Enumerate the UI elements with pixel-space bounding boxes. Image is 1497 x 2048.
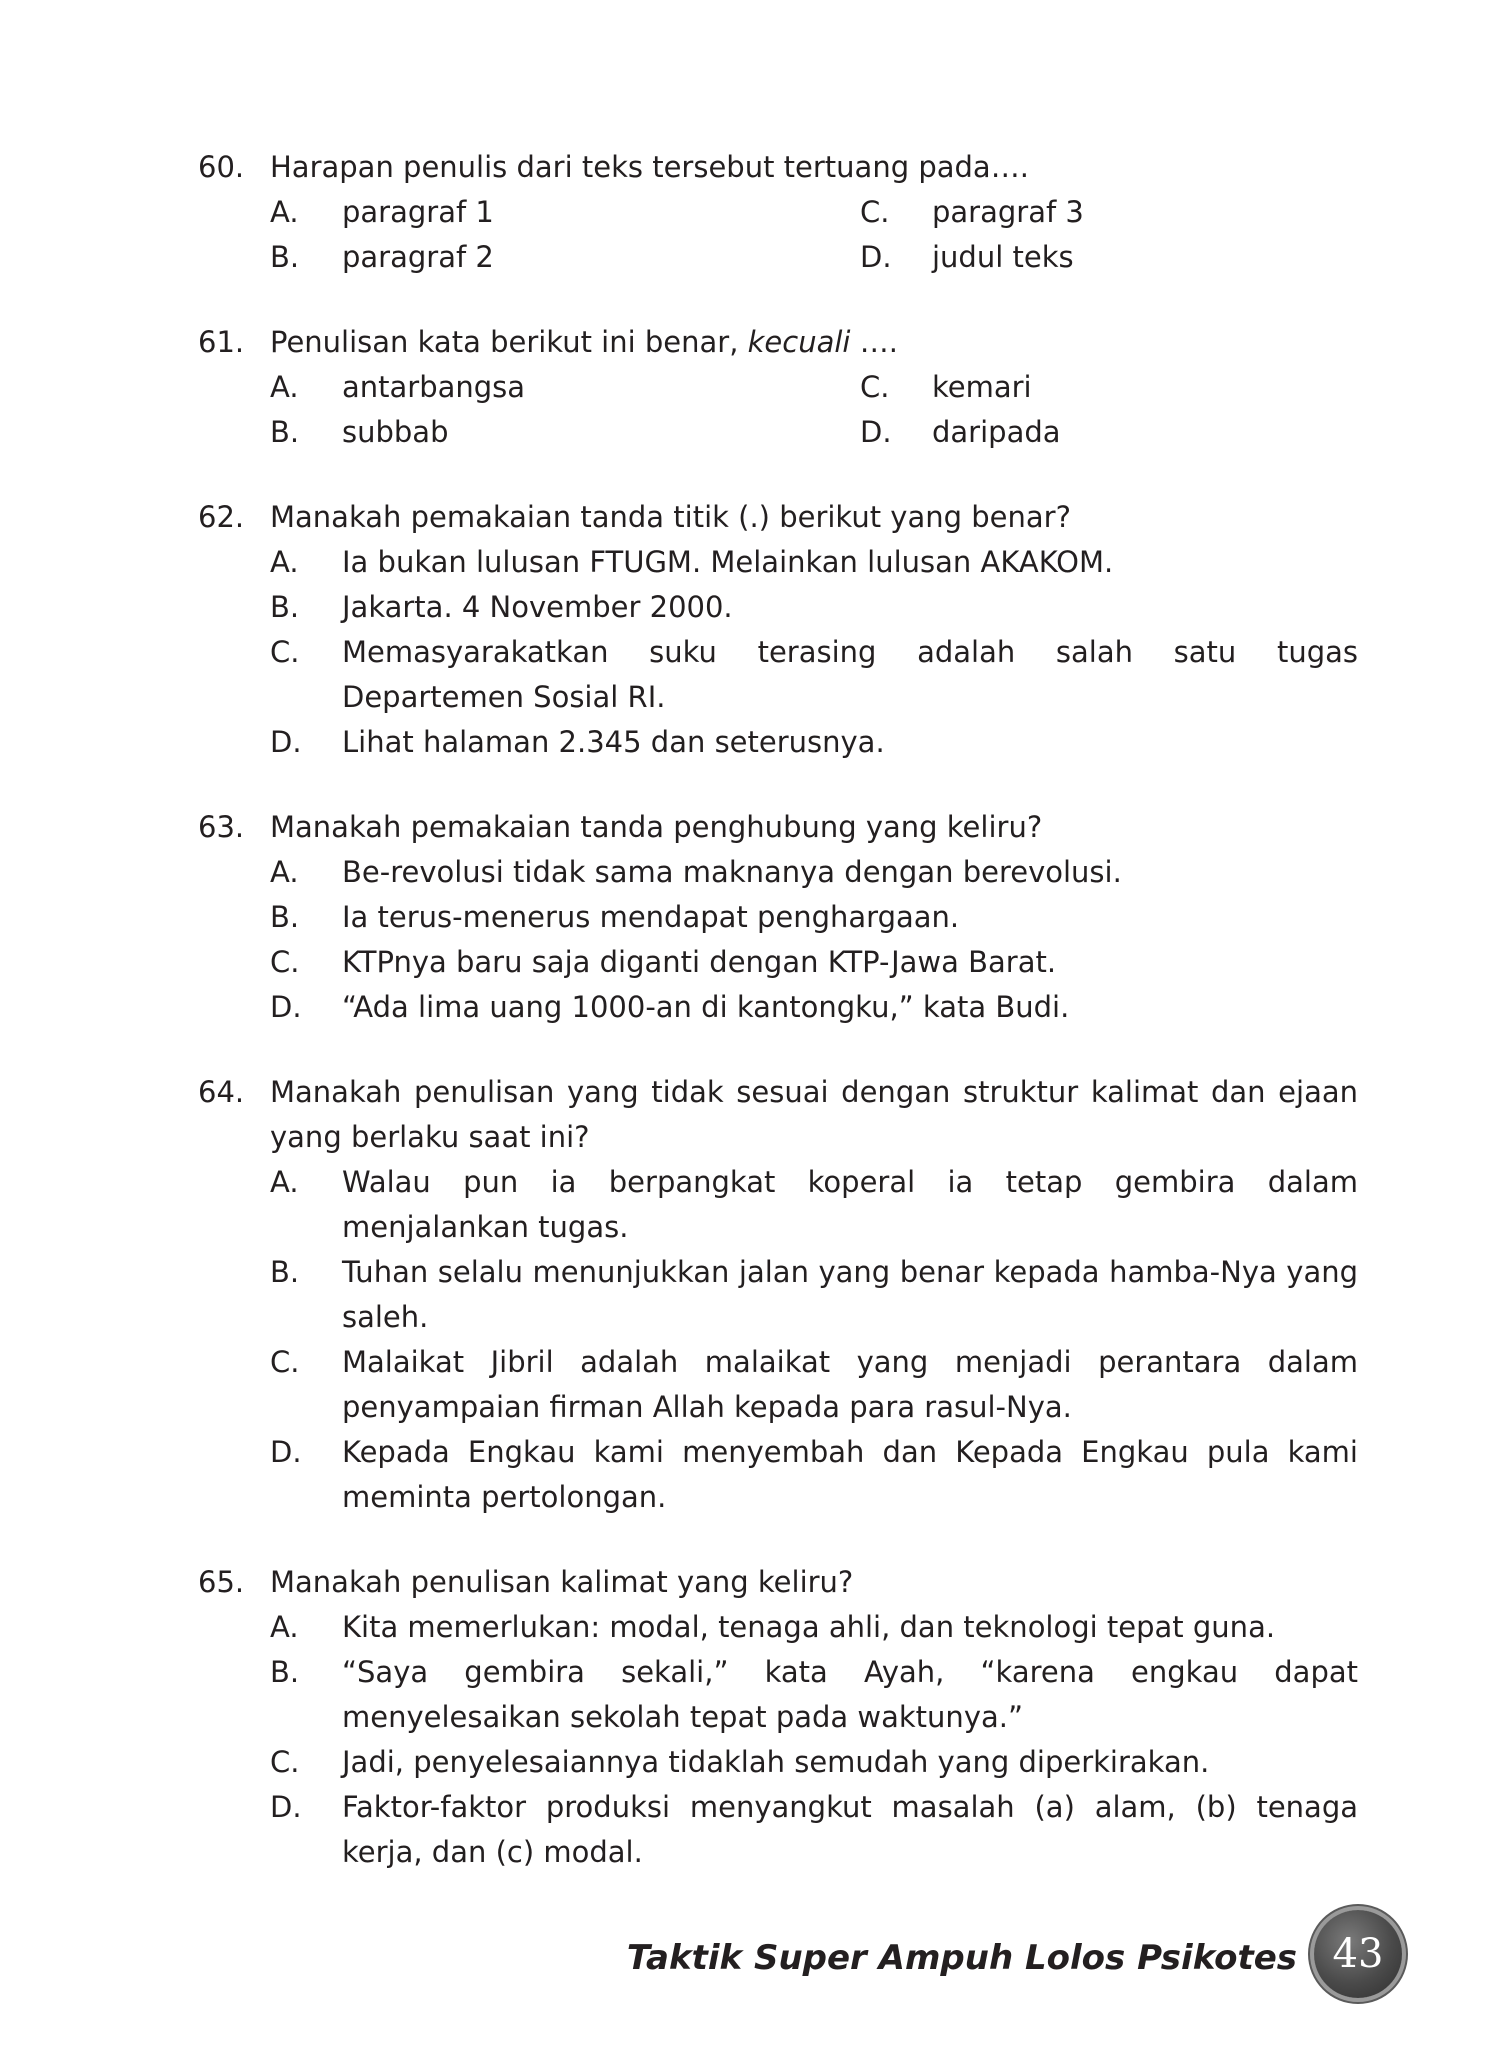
question-number: 61.	[198, 325, 245, 359]
question-text: Manakah penulisan kalimat yang keliru?	[270, 1565, 854, 1599]
question-text: Manakah penulisan yang tidak sesuai dengan struktur kalimat dan ejaan yang berlaku saat ini?	[270, 1075, 1358, 1154]
option-a	[270, 540, 1358, 585]
option-text: antarbangsa	[342, 370, 526, 404]
option-c	[860, 365, 1358, 410]
option-b	[270, 585, 1358, 630]
book-title: Taktik Super Ampuh Lolos Psikotes	[626, 1938, 1297, 1978]
option-text: paragraf 1	[342, 195, 494, 229]
question-text-main: Penulisan kata berikut ini benar,	[270, 325, 748, 359]
option-letter: B.	[270, 415, 300, 449]
question-65	[198, 1560, 1358, 1875]
option-letter: C.	[270, 1345, 300, 1379]
option-text: paragraf 3	[932, 195, 1084, 229]
option-text: Tuhan selalu menunjukkan jalan yang benar kepada hamba-Nya yang saleh.	[342, 1255, 1358, 1334]
question-text: Harapan penulis dari teks tersebut tertuang pada….	[270, 150, 1029, 184]
option-text: Walau pun ia berpangkat koperal ia tetap gembira dalam menjalankan tugas.	[342, 1165, 1358, 1244]
question-61	[198, 320, 1358, 455]
option-b	[270, 410, 860, 455]
option-letter: D.	[860, 415, 892, 449]
option-c	[270, 1340, 1358, 1430]
option-letter: A.	[270, 545, 299, 579]
page-number: 43	[1332, 1931, 1384, 1977]
option-d	[270, 720, 1358, 765]
option-letter: D.	[270, 725, 302, 759]
option-text: Kita memerlukan: modal, tenaga ahli, dan teknologi tepat guna.	[342, 1610, 1276, 1644]
option-a	[270, 850, 1358, 895]
option-text: KTPnya baru saja diganti dengan KTP-Jawa Barat.	[342, 945, 1057, 979]
option-letter: C.	[860, 195, 890, 229]
question-text-italic: kecuali	[747, 325, 851, 359]
option-letter: C.	[270, 945, 300, 979]
question-text-end: ….	[850, 325, 898, 359]
option-d	[270, 1430, 1358, 1520]
options	[270, 850, 1358, 1030]
option-text: subbab	[342, 415, 449, 449]
option-letter: C.	[860, 370, 890, 404]
option-letter: D.	[270, 990, 302, 1024]
option-letter: A.	[270, 195, 299, 229]
option-text: kemari	[932, 370, 1032, 404]
option-a	[270, 365, 860, 410]
option-a	[270, 1160, 1358, 1250]
option-text: judul teks	[932, 240, 1074, 274]
option-letter: D.	[860, 240, 892, 274]
question-list	[198, 145, 1358, 1915]
options	[270, 540, 1358, 765]
option-a	[270, 190, 860, 235]
option-text: daripada	[932, 415, 1061, 449]
options	[270, 1605, 1358, 1875]
option-text: “Ada lima uang 1000-an di kantongku,” kata Budi.	[342, 990, 1070, 1024]
option-text: Lihat halaman 2.345 dan seterusnya.	[342, 725, 885, 759]
question-62	[198, 495, 1358, 765]
option-d	[270, 1785, 1358, 1875]
option-text: Jadi, penyelesaiannya tidaklah semudah yang diperkirakan.	[342, 1745, 1210, 1779]
question-number: 64.	[198, 1075, 245, 1109]
question-text: Manakah pemakaian tanda titik (.) berikut yang benar?	[270, 500, 1071, 534]
options	[270, 190, 1358, 280]
option-letter: B.	[270, 240, 300, 274]
option-text: paragraf 2	[342, 240, 494, 274]
option-text: Ia bukan lulusan FTUGM. Melainkan lulusan AKAKOM.	[342, 545, 1114, 579]
option-b	[270, 1650, 1358, 1740]
option-d	[860, 410, 1358, 455]
options	[270, 365, 1358, 455]
option-letter: B.	[270, 900, 300, 934]
question-text	[270, 320, 1358, 365]
question-63	[198, 805, 1358, 1030]
option-text: Memasyarakatkan suku terasing adalah salah satu tugas Departemen Sosial RI.	[342, 635, 1358, 714]
option-letter: C.	[270, 635, 300, 669]
option-c	[270, 940, 1358, 985]
question-number: 63.	[198, 810, 245, 844]
question-number: 60.	[198, 150, 245, 184]
option-text: Kepada Engkau kami menyembah dan Kepada Engkau pula kami meminta pertolongan.	[342, 1435, 1358, 1514]
option-letter: A.	[270, 1610, 299, 1644]
option-letter: D.	[270, 1790, 302, 1824]
option-letter: A.	[270, 855, 299, 889]
option-letter: C.	[270, 1745, 300, 1779]
question-number: 65.	[198, 1565, 245, 1599]
option-letter: A.	[270, 1165, 299, 1199]
option-b	[270, 1250, 1358, 1340]
options	[270, 1160, 1358, 1520]
question-64	[198, 1070, 1358, 1520]
option-text: Malaikat Jibril adalah malaikat yang menjadi perantara dalam penyampaian firman Allah kepada para rasul-Nya.	[342, 1345, 1358, 1424]
option-b	[270, 895, 1358, 940]
question-text: Manakah pemakaian tanda penghubung yang keliru?	[270, 810, 1043, 844]
option-letter: B.	[270, 1655, 300, 1689]
option-text: “Saya gembira sekali,” kata Ayah, “karena engkau dapat menyelesaikan sekolah tepat pada waktunya.”	[342, 1655, 1358, 1734]
question-60	[198, 145, 1358, 280]
option-text: Be-revolusi tidak sama maknanya dengan berevolusi.	[342, 855, 1122, 889]
option-letter: D.	[270, 1435, 302, 1469]
option-d	[270, 985, 1358, 1030]
option-c	[270, 1740, 1358, 1785]
page-number-badge	[1314, 1910, 1402, 1998]
option-c	[270, 630, 1358, 720]
option-letter: B.	[270, 1255, 300, 1289]
option-c	[860, 190, 1358, 235]
option-letter: A.	[270, 370, 299, 404]
option-d	[860, 235, 1358, 280]
question-number: 62.	[198, 500, 245, 534]
option-text: Ia terus-menerus mendapat penghargaan.	[342, 900, 960, 934]
option-a	[270, 1605, 1358, 1650]
option-text: Jakarta. 4 November 2000.	[342, 590, 733, 624]
option-b	[270, 235, 860, 280]
option-text: Faktor-faktor produksi menyangkut masalah (a) alam, (b) tenaga kerja, dan (c) modal.	[342, 1790, 1358, 1869]
option-letter: B.	[270, 590, 300, 624]
